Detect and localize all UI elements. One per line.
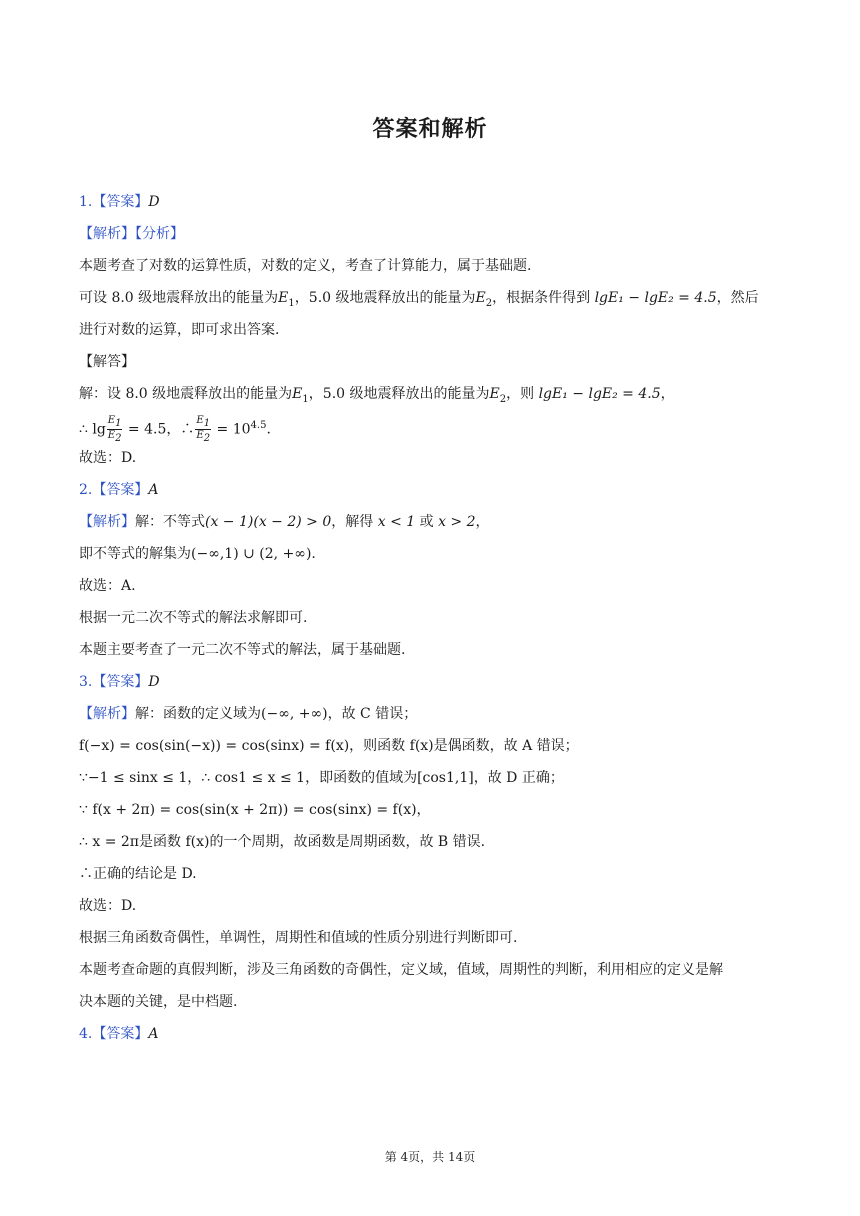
text: 或: [415, 514, 439, 530]
subscript: 2: [203, 433, 211, 445]
page-title: 答案和解析: [372, 117, 488, 142]
q2-l3: 故选：A.: [79, 578, 136, 594]
math-E: E: [107, 430, 116, 442]
denominator: [195, 430, 211, 444]
text: ，根据条件得到: [492, 290, 595, 306]
text: .: [266, 421, 271, 438]
math-E: E: [475, 290, 486, 306]
text: 解：不等式: [135, 514, 205, 530]
fraction: [195, 415, 211, 444]
subscript: 1: [203, 418, 211, 430]
q3-l5: ∴ x = 2π是函数 f(x)的一个周期，故函数是周期函数，故 B 错误.: [79, 834, 486, 850]
answer-content: [79, 186, 784, 1050]
math-E: E: [107, 415, 116, 427]
text: ∴ lg: [79, 421, 106, 438]
q3-l2: f(−x) = cos(sin(−x)) = cos(sinx) = f(x)，则函数 f(x)是偶函数，故 A 错误；: [79, 738, 579, 754]
q2-answer-line: [79, 474, 784, 506]
subscript: 2: [485, 297, 493, 309]
math-equation: lgE₁ − lgE₂ = 4.5: [594, 290, 717, 306]
q3-answer-value: D: [148, 674, 160, 690]
q3-l3: ∵−1 ≤ sinx ≤ 1，∴ cos1 ≤ x ≤ 1，即函数的值域为[cos1,1]，故 D 正确；: [79, 770, 564, 786]
q3-l9b: 决本题的关键，是中档题.: [79, 994, 238, 1010]
text: ，然后: [716, 290, 759, 306]
math-E: E: [196, 430, 204, 442]
q3-answer-label: 3.【答案】: [79, 674, 149, 690]
q2-l2: 即不等式的解集为(−∞,1) ∪ (2, +∞).: [79, 546, 316, 562]
math-E: E: [489, 386, 500, 402]
text: 解：函数的定义域为(−∞, +∞)，故 C 错误；: [135, 706, 418, 722]
analysis-tag: 【解析】: [79, 514, 135, 530]
text: ，: [475, 514, 490, 530]
q4-answer-value: A: [148, 1026, 159, 1042]
numerator: [107, 415, 123, 430]
math-E: E: [292, 386, 303, 402]
q3-l4: ∵ f(x + 2π) = cos(sin(x + 2π)) = cos(sinx) = f(x)，: [79, 802, 431, 818]
subscript: 2: [115, 433, 122, 445]
math-inequality: x > 2: [438, 514, 476, 530]
q4-answer-label: 4.【答案】: [79, 1026, 149, 1042]
q1-analysis-p2: [79, 282, 784, 314]
q3-l9a: 本题考查命题的真假判断，涉及三角函数的奇偶性，定义域，值域，周期性的判断，利用相应的定义是解: [79, 962, 723, 978]
q1-analysis-tags: 【解析】【分析】: [79, 226, 184, 242]
q1-solution-l1: 解：设 8.0 级地震释放出的能量为$E_1$，5.0 级地震释放出的能量为$E_2$，则 lgE₁ − lgE₂ = 4.5，: [79, 386, 675, 405]
analysis-tag: 【解析】: [79, 706, 135, 722]
q4-answer-line: [79, 1018, 784, 1050]
q1-conclusion: 故选：D.: [79, 450, 137, 466]
text: ，5.0 级地震释放出的能量为: [294, 290, 476, 306]
q2-l4: 根据一元二次不等式的解法求解即可.: [79, 610, 308, 626]
subscript: 1: [288, 297, 295, 309]
text: = 10: [212, 421, 251, 438]
q1-analysis-p1: 本题考查了对数的运算性质，对数的定义，考查了计算能力，属于基础题.: [79, 258, 532, 274]
text: ，5.0 级地震释放出的能量为: [308, 386, 490, 402]
math-inequality: (x − 1)(x − 2) > 0: [205, 514, 332, 530]
q3-answer-line: [79, 666, 784, 698]
math-equation: lgE₁ − lgE₂ = 4.5: [538, 386, 661, 402]
q2-l1: [79, 506, 784, 538]
q1-analysis-p2-cont: 进行对数的运算，即可求出答案.: [79, 322, 280, 338]
q1-answer-label: 1.【答案】: [79, 194, 149, 210]
q2-answer-label: 2.【答案】: [79, 482, 149, 498]
subscript: 2: [499, 393, 507, 405]
q1-solution-l2: [79, 410, 784, 445]
q1-answer-value: D: [148, 194, 160, 210]
math-E: E: [278, 290, 289, 306]
text: = 4.5，∴: [123, 421, 195, 438]
q3-l7: 故选：D.: [79, 898, 137, 914]
q3-l1: [79, 698, 784, 730]
q1-solution-tag: 【解答】: [79, 354, 135, 370]
exponent: 4.5: [250, 420, 267, 431]
subscript: 1: [302, 393, 309, 405]
text: ，解得: [331, 514, 378, 530]
q3-l6: ∴正确的结论是 D.: [79, 866, 197, 882]
q1-answer-line: [79, 186, 784, 218]
page-footer: 第 4页，共 14页: [384, 1150, 476, 1164]
q3-l8: 根据三角函数奇偶性，单调性，周期性和值域的性质分别进行判断即可.: [79, 930, 518, 946]
subscript: 1: [115, 418, 122, 430]
q2-answer-value: A: [148, 482, 159, 498]
q2-l5: 本题主要考查了一元二次不等式的解法，属于基础题.: [79, 642, 406, 658]
text: 解：设 8.0 级地震释放出的能量为: [79, 386, 293, 402]
fraction: [107, 415, 123, 444]
text: ，则: [506, 386, 539, 402]
text: 可设 8.0 级地震释放出的能量为: [79, 290, 279, 306]
math-inequality: x < 1: [377, 514, 416, 530]
numerator: [195, 415, 211, 430]
math-E: E: [196, 415, 204, 427]
